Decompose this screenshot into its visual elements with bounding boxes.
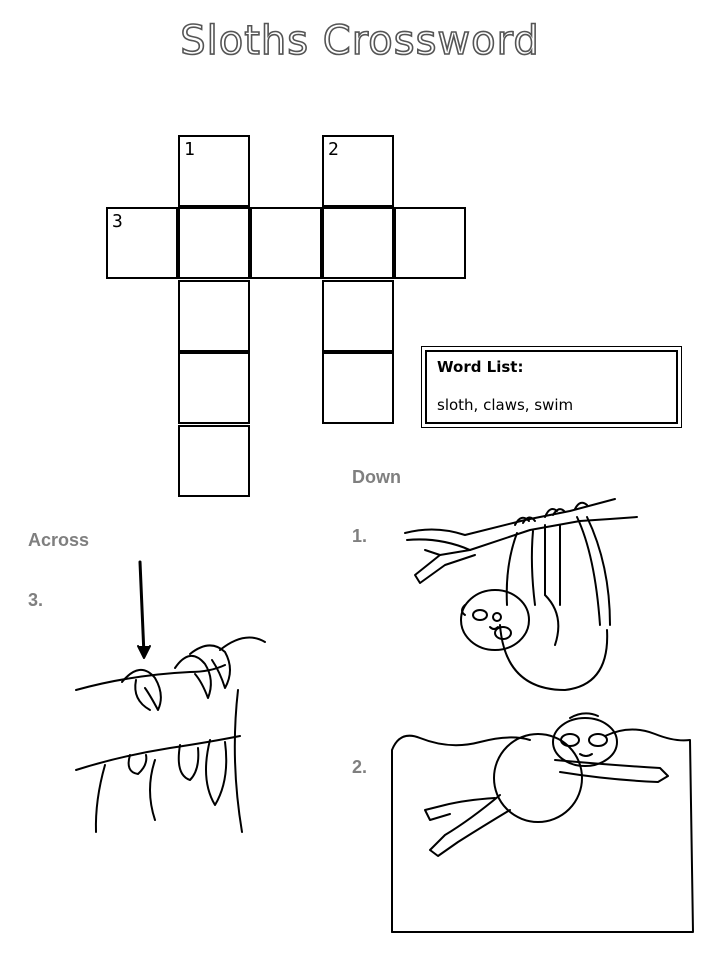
- word-list-words: sloth, claws, swim: [437, 396, 574, 414]
- page-title: Sloths Crossword: [180, 18, 540, 64]
- clue-number-3: 3: [112, 211, 123, 232]
- sloth-claws-illustration: [70, 560, 280, 840]
- grid-cell[interactable]: [322, 135, 394, 207]
- grid-cell[interactable]: [106, 207, 178, 279]
- down-heading: Down: [352, 467, 401, 487]
- grid-cell[interactable]: [250, 207, 322, 279]
- word-list-heading: Word List:: [437, 358, 524, 376]
- down-clue-2: 2.: [352, 757, 368, 777]
- grid-cell[interactable]: [322, 280, 394, 352]
- sloth-swimming-illustration: [390, 710, 695, 935]
- grid-cell[interactable]: [322, 352, 394, 424]
- clue-number-1: 1: [184, 139, 195, 160]
- clue-number-2: 2: [328, 139, 339, 160]
- grid-cell[interactable]: [178, 425, 250, 497]
- grid-cell[interactable]: [178, 352, 250, 424]
- grid-cell[interactable]: [178, 207, 250, 279]
- down-clue-1: 1.: [352, 526, 368, 546]
- grid-cell[interactable]: [322, 207, 394, 279]
- grid-cell[interactable]: [178, 135, 250, 207]
- sloth-hanging-illustration: [395, 495, 645, 695]
- word-list-box: [421, 346, 682, 428]
- grid-cell[interactable]: [394, 207, 466, 279]
- across-clue-3: 3.: [28, 590, 44, 610]
- grid-cell[interactable]: [178, 280, 250, 352]
- across-heading: Across: [28, 530, 90, 550]
